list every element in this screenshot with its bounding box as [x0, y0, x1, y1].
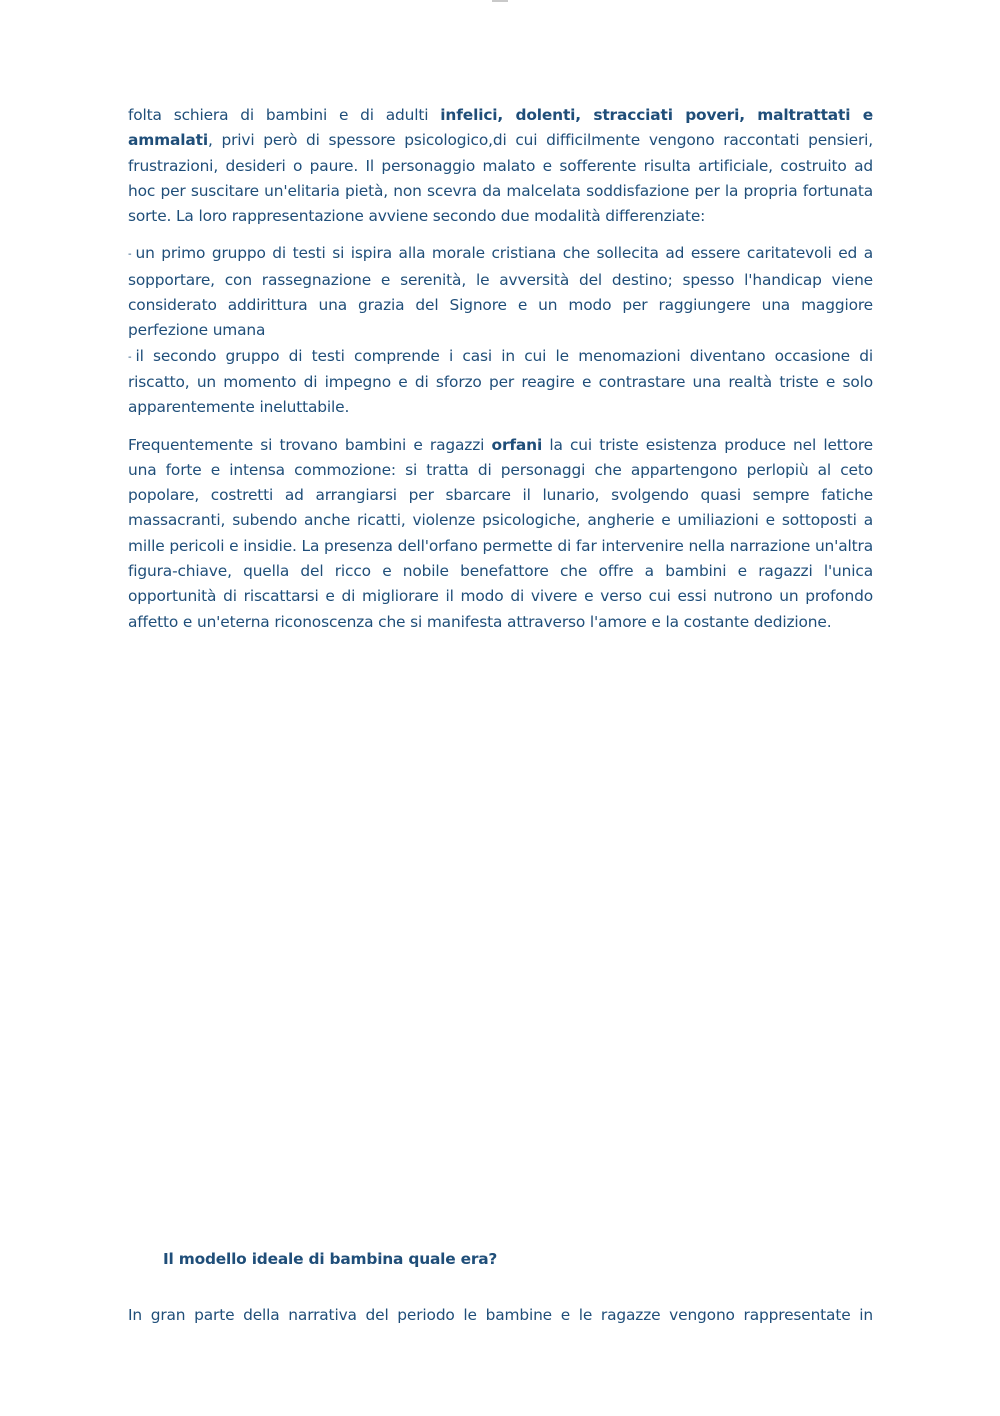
list-item-first-group-text: un primo gruppo di testi si ispira alla morale cristiana che sollecita ad essere caritatevoli ed a sopportare, con rassegnazione e serenità, le avversità del destino; spesso l'handicap viene considerato addirittura una grazia del Signore e un modo per raggiungere una maggiore perfezione umana — [128, 244, 873, 340]
list-dash: - — [128, 351, 132, 363]
paragraph-intro-text-end: , privi però di spessore psicologico,di cui difficilmente vengono raccontati pensieri, frustrazioni, desideri o paure. Il personaggio malato e sofferente risulta artificiale, costruito ad hoc per suscitare un'elitaria pietà, non scevra da malcelata soddisfazione per la propria fortunata sorte. La loro rappresentazione avviene secondo due modalità differenziate: — [128, 131, 873, 226]
paragraph-girls: In gran parte della narrativa del periodo le bambine e le ragazze vengono rappresentate in — [128, 1306, 873, 1324]
paragraph-intro-bold-phrase: infelici, dolenti, stracciati poveri, maltrattati e ammalati — [128, 106, 873, 150]
list-item-first-group — [128, 241, 873, 343]
list-item-second-group-text: il secondo gruppo di testi comprende i casi in cui le menomazioni diventano occasione di riscatto, un momento di impegno e di sforzo per reagire e contrastare una realtà triste e solo apparentemente ineluttabile. — [128, 346, 873, 417]
list-item-second-group — [128, 344, 873, 421]
paragraph-orphans-text-end: la cui triste esistenza produce nel lettore una forte e intensa commozione: si tratta di personaggi che appartengono perlopiù al ceto popolare, costretti ad arrangiarsi per sbarcare il lunario, svolgendo quasi sempre fatiche massacranti, subendo anche ricatti, violenze psicologiche, angherie e umiliazioni e sottoposti a mille pericoli e insidie. La presenza dell'orfano permette di far intervenire nella narrazione un'altra figura-chiave, quella del ricco e nobile benefattore che offre a bambini e ragazzi l'unica opportunità di riscattarsi e di migliorare il modo di vivere e verso cui essi nutrono un profondo affetto e un'eterna riconoscenza che si manifesta attraverso l'amore e la costante dedizione. — [128, 435, 873, 631]
paragraph-intro — [128, 103, 873, 229]
section-heading: Il modello ideale di bambina quale era? — [163, 1250, 498, 1268]
paragraph-intro-text-start: folta schiera di bambini e di adulti — [128, 106, 441, 124]
page-top-mark — [492, 0, 508, 2]
paragraph-orphans-bold-word: orfani — [491, 435, 543, 454]
list-dash: - — [128, 249, 132, 261]
paragraph-orphans — [128, 433, 873, 635]
document-body — [128, 103, 873, 635]
paragraph-orphans-text-start: Frequentemente si trovano bambini e ragazzi — [128, 435, 492, 454]
